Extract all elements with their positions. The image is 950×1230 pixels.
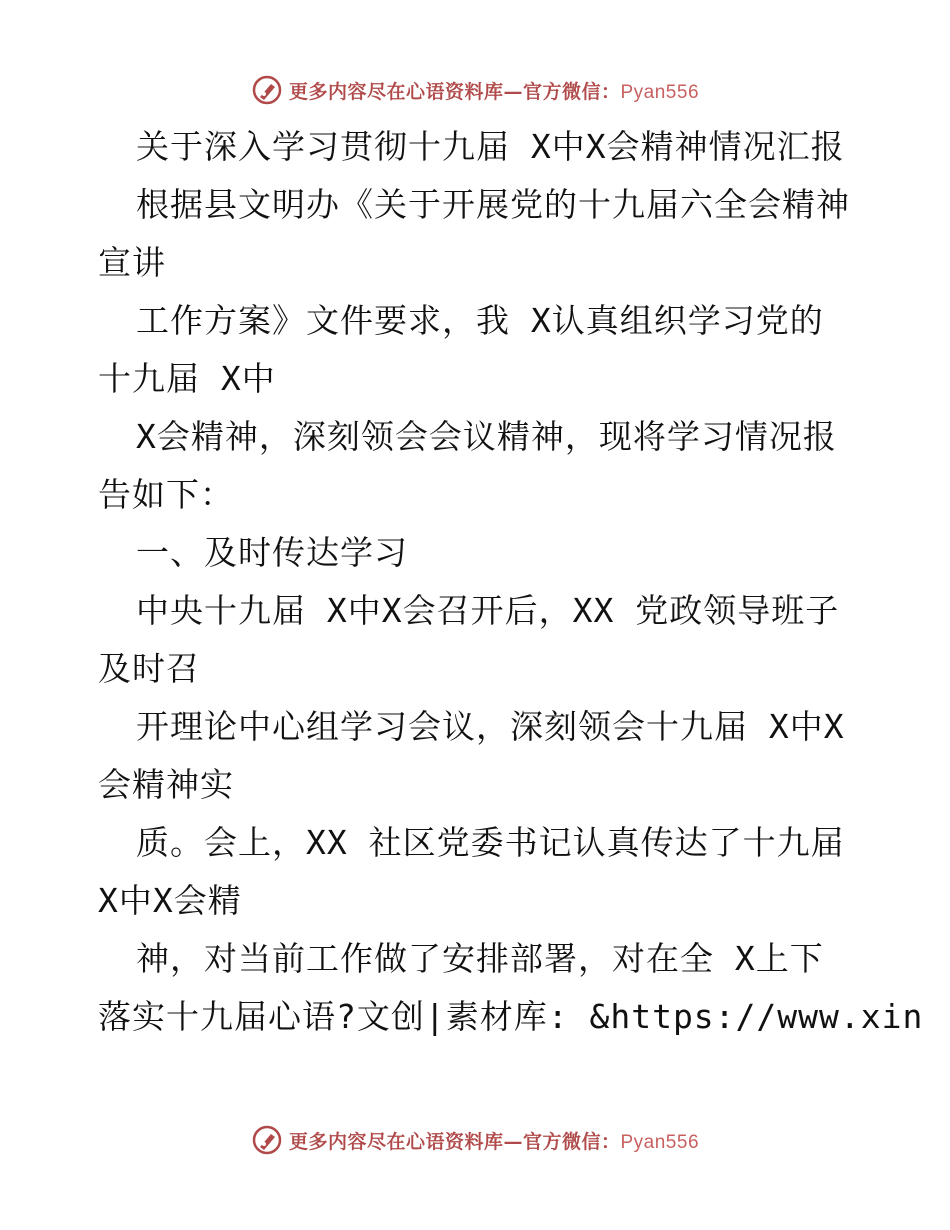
paragraph-line: 告如下： — [98, 475, 234, 514]
paragraph-line: 工作方案》文件要求，我 X认真组织学习党的 — [136, 301, 824, 340]
paragraph-line: 神，对当前工作做了安排部署，对在全 X上下 — [136, 939, 824, 978]
paragraph-line: X会精神，深刻领会会议精神，现将学习情况报 — [136, 417, 837, 456]
pen-nib-logo-icon — [251, 74, 283, 106]
document-title: 关于深入学习贯彻十九届 X中X会精神情况汇报 — [136, 127, 845, 166]
paragraph-line: 会精神实 — [98, 765, 234, 804]
header-banner — [0, 70, 950, 110]
wechat-account: Pyan556 — [620, 1131, 700, 1153]
document-body — [98, 118, 924, 1046]
footer-banner — [0, 1120, 950, 1160]
paragraph-line: 十九届 X中 — [98, 359, 276, 398]
header-banner-text: 更多内容尽在心语资料库—官方微信：Pyan556 — [288, 80, 700, 103]
paragraph-line: 宣讲 — [98, 243, 166, 282]
paragraph-line: 开理论中心组学习会议，深刻领会十九届 X中X — [136, 707, 845, 746]
paragraph-line: X中X会精 — [98, 881, 242, 920]
paragraph-line: 落实十九届心语?文创|素材库: &https://www.xin — [98, 997, 924, 1036]
paragraph-line: 中央十九届 X中X会召开后，XX 党政领导班子 — [136, 591, 840, 630]
pen-nib-logo-icon — [251, 1124, 283, 1156]
paragraph-line: 根据县文明办《关于开展党的十九届六全会精神 — [136, 185, 850, 224]
footer-banner-text: 更多内容尽在心语资料库—官方微信：Pyan556 — [288, 1130, 700, 1153]
paragraph-line: 及时召 — [98, 649, 200, 688]
section-heading: 一、及时传达学习 — [136, 533, 408, 572]
paragraph-line: 质。会上，XX 社区党委书记认真传达了十九届 — [136, 823, 845, 862]
wechat-account: Pyan556 — [620, 81, 700, 103]
